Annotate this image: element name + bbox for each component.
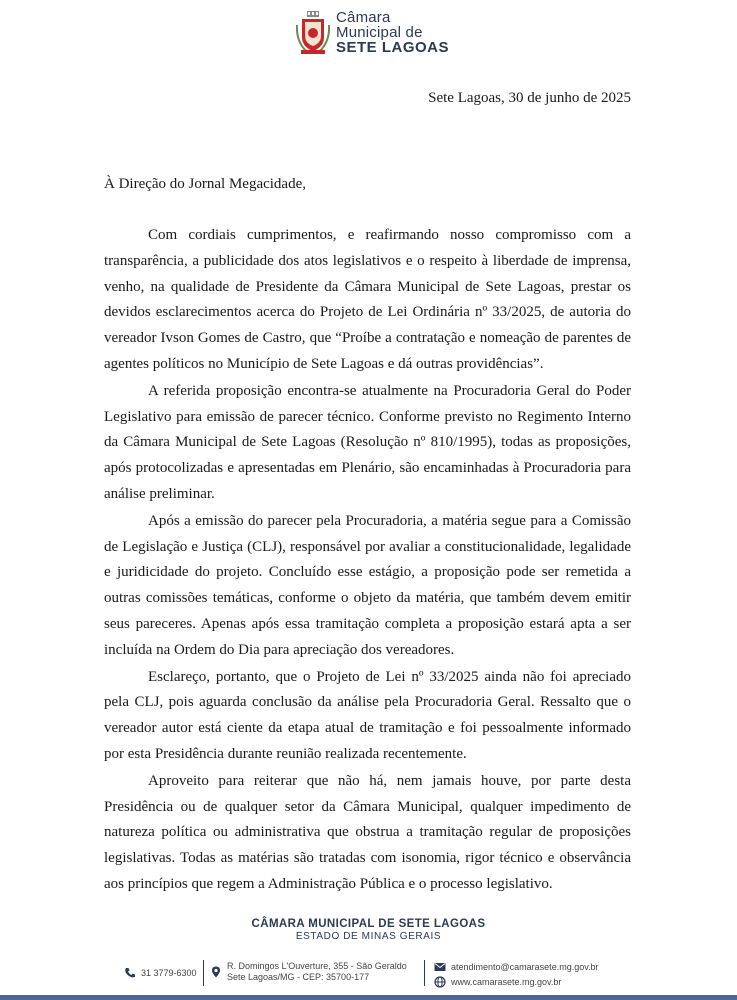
address-line-1: R. Domingos L'Ouverture, 355 - São Geraldo xyxy=(227,961,407,971)
logo-wordmark xyxy=(336,10,449,55)
footer-divider xyxy=(424,960,425,986)
paragraph-4: Esclareço, portanto, que o Projeto de Lei nº 33/2025 ainda não foi apreciado pela CLJ, pois aguarda conclusão da análise pela Procuradoria Geral. Ressalto que o vereador autor está ciente da etapa atual de tramitação e foi pessoalmente informado por esta Presidência durante reunião realizada recentemente. xyxy=(104,668,631,762)
location-pin-icon xyxy=(210,966,222,978)
phone-number: 31 3779-6300 xyxy=(141,968,197,978)
logo-line-1: Câmara xyxy=(336,9,391,26)
phone-icon xyxy=(124,967,136,979)
footer-divider xyxy=(203,960,204,986)
footer-phone xyxy=(124,967,197,979)
email-address[interactable]: atendimento@camarasete.mg.gov.br xyxy=(451,961,599,972)
globe-icon xyxy=(434,976,446,988)
letter-recipient: À Direção do Jornal Megacidade, xyxy=(104,176,307,192)
footer-contacts xyxy=(0,958,737,990)
footer-email-web xyxy=(434,961,599,988)
letter-date: Sete Lagoas, 30 de junho de 2025 xyxy=(428,90,631,106)
website-url[interactable]: www.camarasete.mg.gov.br xyxy=(451,976,562,987)
paragraph-1: Com cordiais cumprimentos, e reafirmando nosso compromisso com a transparência, a publicidade dos atos legislativos e o respeito à liberdade de imprensa, venho, na qualidade de Presidente da Câmara Municipal de Sete Lagoas, prestar os devidos esclarecimentos acerca do Projeto de Lei Ordinária nº 33/2025, de autoria do vereador Ivson Gomes de Castro, que “Proíbe a contratação e nomeação de parentes de agentes políticos no Município de Sete Lagoas e dá outras providências”. xyxy=(104,227,631,372)
address-line-2: Sete Lagoas/MG - CEP: 35700-177 xyxy=(227,972,370,982)
paragraph-2: A referida proposição encontra-se atualmente na Procuradoria Geral do Poder Legislativo para emissão de parecer técnico. Conforme previsto no Regimento Interno da Câmara Municipal de Sete Lagoas (Resolução nº 810/1995), todas as proposições, após protocolizadas e apresentadas em Plenário, são encaminhadas à Procuradoria para análise preliminar. xyxy=(104,382,631,502)
logo-line-2: Municipal de xyxy=(336,24,423,41)
footer-address xyxy=(210,961,407,983)
footer-heading xyxy=(0,918,737,942)
footer-subtitle: ESTADO DE MINAS GERAIS xyxy=(295,931,442,942)
municipal-seal-icon xyxy=(296,11,330,55)
paragraph-5: Aproveito para reiterar que não há, nem jamais houve, por parte desta Presidência ou de qualquer setor da Câmara Municipal, qualquer impedimento de natureza política ou administrativa que obstrua a tramitação regular de proposições legislativas. Todas as matérias são tratadas com isonomia, rigor técnico e observância aos princípios que regem a Administração Pública e o processo legislativo. xyxy=(104,772,631,892)
envelope-icon xyxy=(434,961,446,973)
paragraph-3: Após a emissão do parecer pela Procuradoria, a matéria segue para a Comissão de Legislação e Justiça (CLJ), responsável por avaliar a constitucionalidade, legalidade e juridicidade do projeto. Concluído esse estágio, a proposição pode ser remetida a outras comissões temáticas, conforme o objeto da matéria, que também devem emitir seus pareceres. Apenas após essa tramitação completa a proposição estará apta a ser incluída na Ordem do Dia para apreciação dos vereadores. xyxy=(104,512,631,658)
logo-line-3: SETE LAGOAS xyxy=(336,39,450,56)
letterhead xyxy=(296,10,449,55)
footer-bar xyxy=(0,995,737,1000)
letter-body xyxy=(104,223,631,899)
footer-title: CÂMARA MUNICIPAL DE SETE LAGOAS xyxy=(251,918,486,930)
